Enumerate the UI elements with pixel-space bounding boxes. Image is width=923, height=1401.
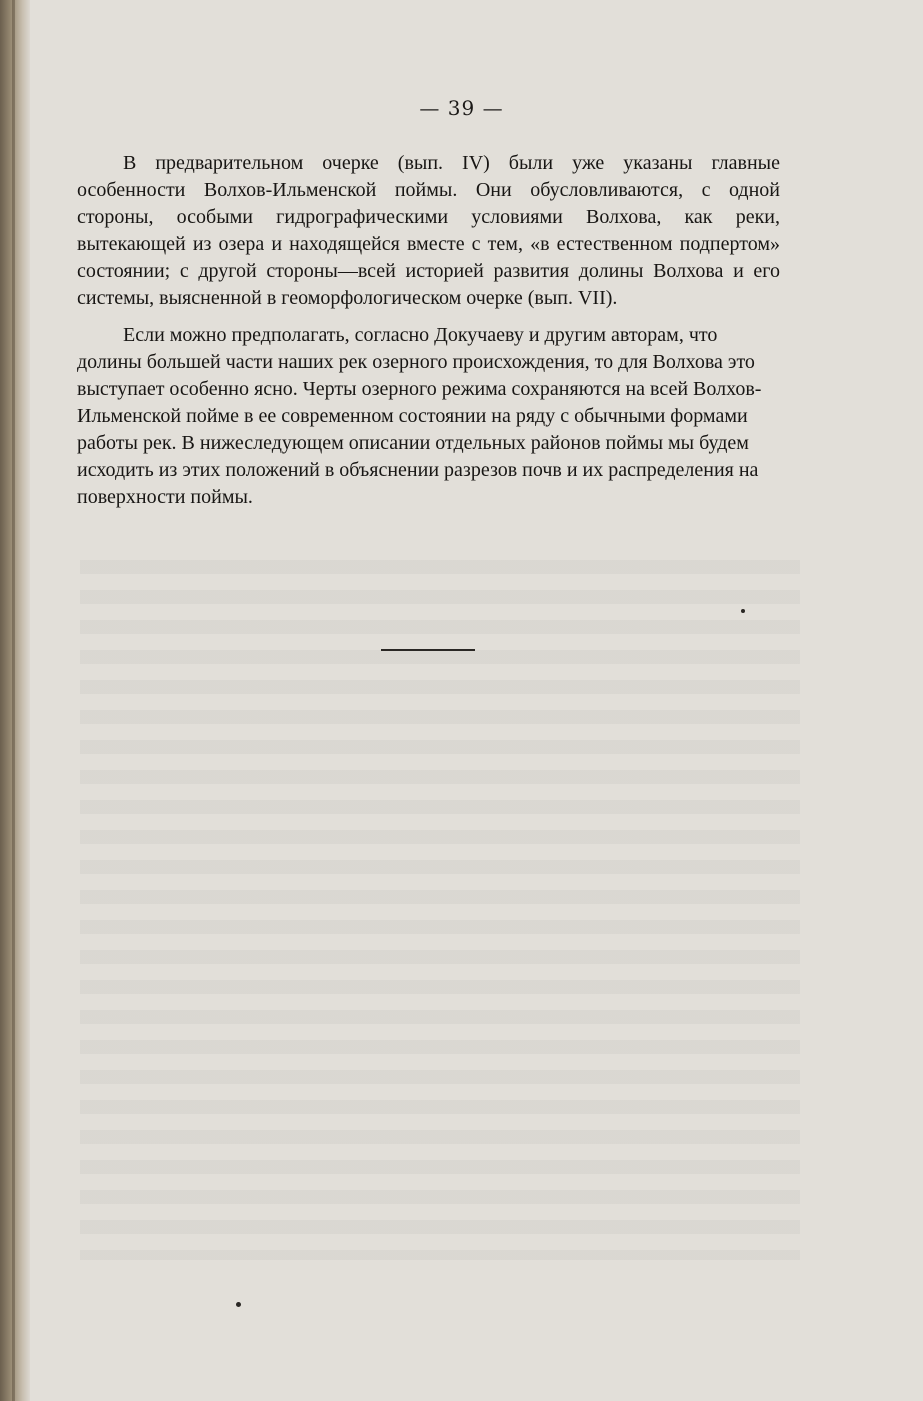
paragraph-1: В предварительном очерке (вып. IV) были уже указаны главные особенности Волхов-Ильменской поймы. Они обусловливаются, с одной стороны, особыми гидрографическими условиями Волхова, как реки, вытекающей из озера и находящейся вместе с тем, «в естественном подпертом» состоянии; с другой стороны—всей историей развития долины Волхова и его системы, выясненной в геоморфологическом очерке (вып. VII). (77, 152, 780, 309)
book-spine-shadow (0, 0, 30, 1401)
ink-speck (741, 609, 745, 613)
bleed-through-shadow (80, 560, 800, 1260)
main-text (77, 150, 780, 521)
ink-speck (236, 1302, 241, 1307)
page-number: — 39 — (419, 96, 504, 120)
section-divider (381, 649, 475, 651)
paragraph-2: Если можно предполагать, согласно Докучаеву и другим авторам, что долины большей части наших рек озерного происхождения, то для Волхова это выступает особенно ясно. Черты озерного режима сохраняются на всей Волхов-Ильменской пойме в ее современном состоянии на ряду с обычными формами работы рек. В нижеследующем описании отдельных районов поймы мы будем исходить из этих положений в объяснении разрезов почв и их распределения на поверхности поймы. (77, 324, 762, 508)
binding-edge (12, 0, 15, 1401)
